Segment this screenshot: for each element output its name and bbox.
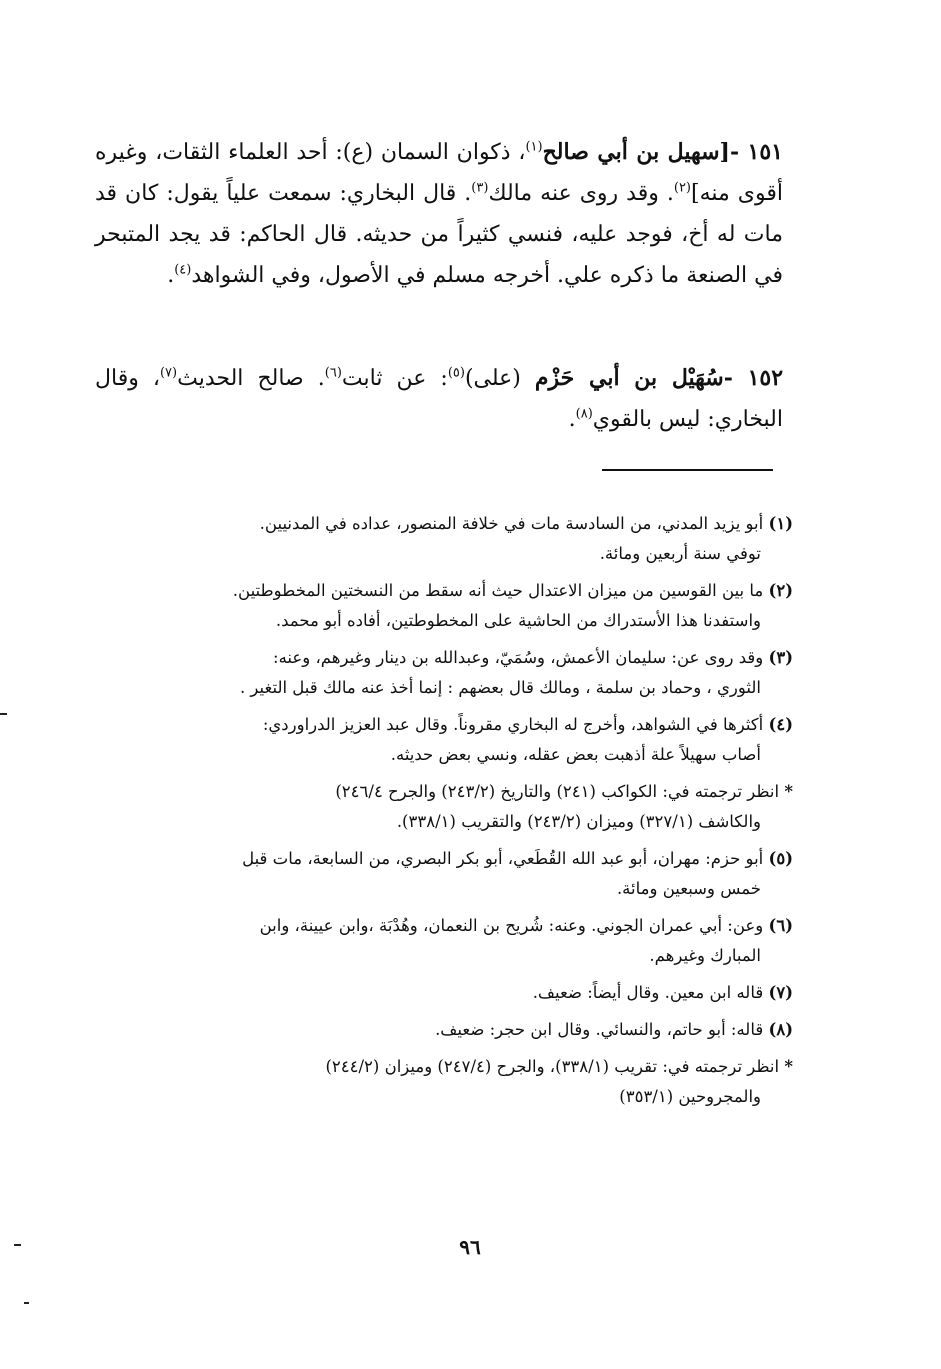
footnote-number: (٣) <box>768 648 793 667</box>
footnote-ref[interactable]: (٤) <box>174 262 192 278</box>
entry-text: . <box>167 263 175 288</box>
footnote-text: قاله: أبو حاتم، والنسائي. وقال ابن حجر: ضعيف. <box>435 1020 764 1039</box>
footnote-ref[interactable]: (٦) <box>324 365 342 381</box>
entry-name: [سهيل بن أبي صالح <box>542 139 730 165</box>
footnote-text: توفي سنة أربعين ومائة. <box>599 544 761 563</box>
footnote-text: والمجروحين (٣٥٣/١) <box>619 1087 761 1106</box>
footnote-8 <box>100 1015 793 1045</box>
star-marker: * <box>784 1057 793 1076</box>
footnote-text: والكاشف (٣٢٧/١) وميزان (٢٤٣/٢) والتقريب (٣٣٨/١). <box>396 812 761 831</box>
footnote-number: (٤) <box>768 715 793 734</box>
footnote-text: انظر ترجمته في: تقريب (٣٣٨/١)، والجرح (٢٤٧/٤) وميزان (٢٤٤/٢) <box>325 1057 780 1076</box>
entry-text: . قال البخاري: سمعت علياً يقول: كان قد مات له أخ، فوجد عليه، فنسي كثيراً من حديثه. قال الحاكم: قد يجد المتبحر في الصنعة ما ذكره علي. أخرجه مسلم في الأصول، وفي الشواهد <box>95 181 783 288</box>
footnote-ref[interactable]: (٥) <box>447 365 465 381</box>
footnote-3 <box>100 643 793 703</box>
entry-text: : عن ثابت <box>341 366 448 391</box>
page-number: ٩٦ <box>459 1235 481 1259</box>
footnotes <box>100 509 793 1119</box>
footnote-number: (٦) <box>768 916 793 935</box>
footnote-text: وعن: أبي عمران الجوني. وعنه: شُريح بن النعمان، وهُدْبَة ،وابن عيينة، وابن <box>259 916 764 935</box>
footnote-text: الثوري ، وحماد بن سلمة ، ومالك قال بعضهم : إنما أخذ عنه مالك قبل التغير . <box>239 678 761 697</box>
footnote-number: (٨) <box>768 1020 793 1039</box>
footnote-number: (١) <box>768 514 793 533</box>
footnote-ref[interactable]: (٧) <box>159 365 178 381</box>
scan-mark <box>14 1244 21 1246</box>
footnote-separator <box>602 469 773 471</box>
footnote-number: (٢) <box>768 581 793 600</box>
entry-name: سُهَيْل بن أبي حَزْم <box>534 365 724 391</box>
footnote-text: أبو يزيد المدني، من السادسة مات في خلافة المنصور، عداده في المدنيين. <box>259 514 764 533</box>
footnote-text: أبو حزم: مهران، أبو عبد الله القُطَعي، أبو بكر البصري، من السابعة، مات قبل <box>242 849 764 868</box>
entry-number: ١٥١ - <box>729 139 783 165</box>
entry-text: (على) <box>464 366 535 391</box>
scan-mark <box>0 713 7 715</box>
star-marker: * <box>784 782 793 801</box>
footnote-ref[interactable]: (٨) <box>575 406 593 422</box>
footnote-number: (٧) <box>768 983 793 1002</box>
footnote-text: وقد روى عن: سليمان الأعمش، وسُمَيّ، وعبدالله بن دينار وغيرهم، وعنه: <box>273 648 764 667</box>
footnote-2 <box>100 576 793 636</box>
footnote-text: انظر ترجمته في: الكواكب (٢٤١) والتاريخ (٢٤٣/٢) والجرح ٢٤٦/٤) <box>335 782 780 801</box>
footnote-1 <box>100 509 793 569</box>
entry-152 <box>95 358 783 440</box>
footnote-text: ما بين القوسين من ميزان الاعتدال حيث أنه سقط من النسختين المخطوطتين. <box>232 581 764 600</box>
entry-text: ، وقال البخاري: ليس بالقوي <box>95 366 783 432</box>
footnote-6 <box>100 911 793 971</box>
footnote-text: خمس وسبعين ومائة. <box>616 879 761 898</box>
entry-number: ١٥٢ - <box>723 365 784 391</box>
footnote-text: واستفدنا هذا الأستدراك من الحاشية على المخطوطتين، أفاده أبو محمد. <box>275 611 761 630</box>
entry-text: . وقد روى عنه مالك <box>488 181 674 206</box>
entry-text: ، ذكوان السمان (ع): أحد العلماء الثقات، وغيره أقوى منه] <box>95 140 784 206</box>
footnote-ref[interactable]: (٣) <box>471 180 489 196</box>
footnote-ref[interactable]: (٢) <box>673 180 691 196</box>
footnote-text: المبارك وغيرهم. <box>649 946 761 965</box>
footnote-7 <box>100 978 793 1008</box>
footnote-ref[interactable]: (١) <box>525 139 543 155</box>
entry-151 <box>95 132 783 296</box>
entry-text: . <box>568 407 576 432</box>
footnote-text: أكثرها في الشواهد، وأخرج له البخاري مقروناً. وقال عبد العزيز الدراوردي: <box>262 715 764 734</box>
footnote-5 <box>100 844 793 904</box>
footnote-star-2 <box>100 1052 793 1112</box>
footnote-text: قاله ابن معين. وقال أيضاً: ضعيف. <box>532 983 764 1002</box>
scan-mark <box>24 1302 29 1304</box>
entry-text: . صالح الحديث <box>177 366 325 391</box>
footnote-text: أصاب سهيلاً علة أذهبت بعض عقله، ونسي بعض حديثه. <box>390 745 761 764</box>
footnote-number: (٥) <box>768 849 793 868</box>
footnote-4 <box>100 710 793 770</box>
footnote-star-1 <box>100 777 793 837</box>
